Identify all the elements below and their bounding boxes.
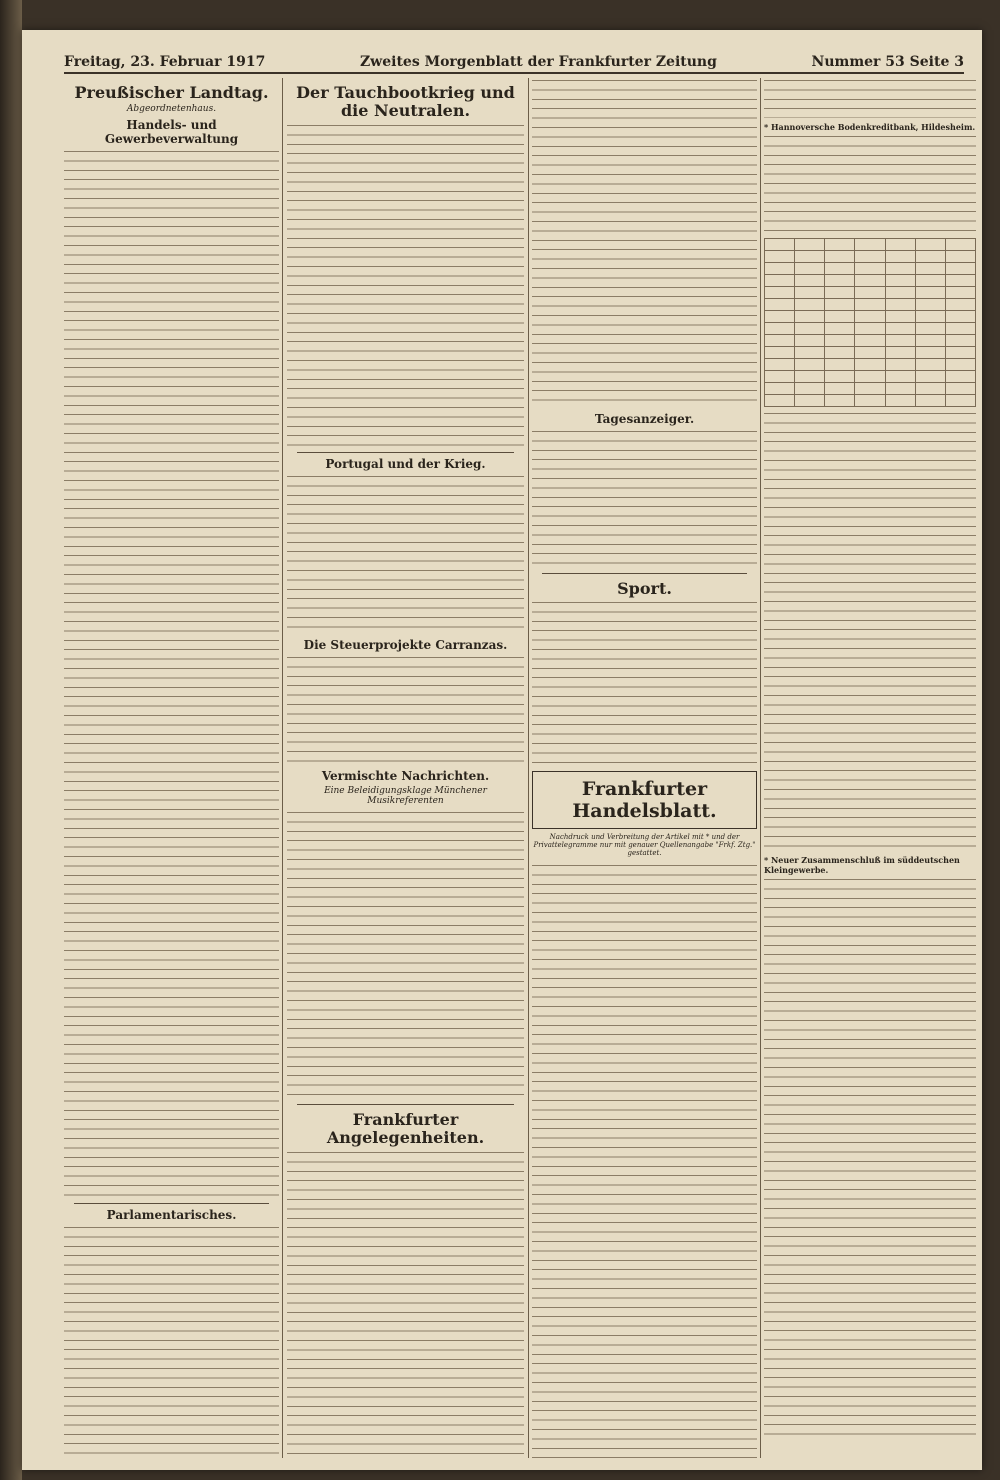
masthead-number: Nummer 53 Seite 3 (811, 54, 964, 70)
body-text (287, 1150, 524, 1458)
body-text (532, 78, 757, 408)
bank-balance-table (764, 238, 976, 407)
body-text (287, 655, 524, 765)
newspaper-page (22, 30, 982, 1470)
article-title: Der Tauchbootkrieg und die Neutralen. (296, 83, 515, 121)
body-text (532, 600, 757, 765)
body-text (764, 134, 976, 234)
body-text (764, 877, 976, 1437)
page-edge (0, 0, 22, 1480)
section-heading: Portugal und der Krieg. (325, 456, 486, 471)
column-rule (528, 78, 529, 1458)
column-3 (532, 78, 757, 1458)
divider (542, 573, 747, 574)
section-heading: Tagesanzeiger. (594, 412, 695, 426)
section-heading: * Neuer Zusammenschluß im süddeutschen Kleingewerbe. (764, 855, 960, 875)
column-2 (287, 78, 524, 1458)
section-heading: Frankfurter Angelegenheiten. (326, 1109, 485, 1148)
section-subtitle: Eine Beleidigungsklage Münchener Musikreferenten (324, 785, 487, 806)
column-4 (764, 78, 976, 1458)
body-text (287, 810, 524, 1100)
body-text (764, 78, 976, 118)
masthead-date: Freitag, 23. Februar 1917 (64, 54, 266, 70)
body-text (64, 1225, 279, 1458)
section-heading: Handels- und Gewerbeverwaltung (104, 118, 239, 147)
section-heading: Vermischte Nachrichten. (321, 768, 490, 783)
body-text (287, 474, 524, 634)
body-text (64, 149, 279, 1199)
handelsblatt-heading: Frankfurter Handelsblatt. (532, 771, 757, 829)
body-text (764, 411, 976, 851)
column-rule (760, 78, 761, 1458)
section-heading: Parlamentarisches. (106, 1208, 237, 1223)
body-text (532, 863, 757, 1458)
column-1 (64, 78, 279, 1458)
section-heading: * Hannoversche Bodenkreditbank, Hildesheim. (764, 122, 976, 132)
divider (74, 1203, 269, 1204)
section-heading: Die Steuerprojekte Carranzas. (303, 637, 508, 652)
article-title: Preußischer Landtag. (74, 83, 269, 102)
masthead-edition: Zweites Morgenblatt der Frankfurter Zeitung (359, 54, 717, 70)
column-rule (282, 78, 283, 1458)
section-heading: Sport. (617, 579, 672, 598)
divider (297, 1104, 514, 1105)
article-subtitle: Abgeordnetenhaus. (126, 104, 217, 115)
body-text (532, 429, 757, 569)
divider (297, 452, 514, 453)
masthead (64, 40, 964, 74)
handelsblatt-note: Nachdruck und Verbreitung der Artikel mit * und der Privattelegramme nur mit genauer Quellenangabe "Frkf. Ztg." gestattet. (533, 833, 756, 858)
body-text (287, 123, 524, 448)
